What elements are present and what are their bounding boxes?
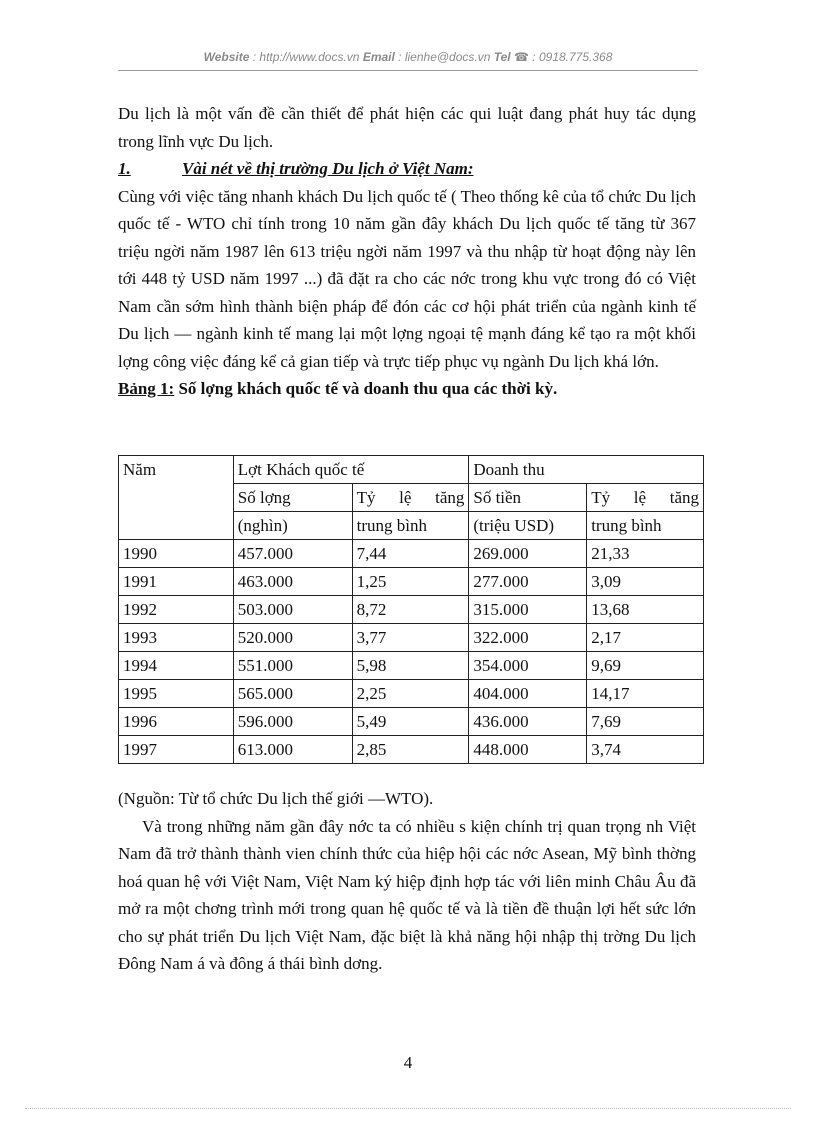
subheader-revenue-amount: Số tiền — [469, 484, 587, 512]
table-row — [119, 652, 704, 680]
closing-paragraph: Và trong những năm gần đây nớc ta có nhiều s kiện chính trị quan trọng nh Việt Nam đã trở thành thành vien chính thức của hiệp hội các nớc Asean, Mỹ bình thờng hoá quan hệ với Việt Nam, Việt Nam ký hiệp định hợp tác với liên minh Châu Âu đã mở ra một chơng trình mới trong quan hệ quốc tế và là tiền đề thuận lợi hết sức lớn cho sự phát triển Du lịch Việt Nam, đặc biệt là khả năng hội nhập thị trờng Du lịch Đông Nam á và đông á thái bình dơng. — [118, 816, 696, 973]
subheader-revenue-unit: (triệu USD) — [469, 512, 587, 540]
cell-visitors: 520.000 — [233, 624, 352, 652]
cell-visitor-growth: 5,98 — [352, 652, 469, 680]
table-row — [119, 568, 704, 596]
table-row — [119, 540, 704, 568]
page-header — [118, 50, 698, 64]
table-caption-label: Bảng 1: — [118, 379, 175, 398]
source-note: (Nguồn: Từ tổ chức Du lịch thế giới —WTO). — [118, 789, 434, 808]
cell-year: 1995 — [119, 680, 234, 708]
cell-visitors: 551.000 — [233, 652, 352, 680]
section-title: Vài nét về thị trường Du lịch ở Việt Nam: — [182, 159, 474, 178]
footer-divider — [25, 1108, 791, 1109]
cell-revenue: 404.000 — [469, 680, 587, 708]
table-caption-text: Số lợng khách quốc tế và doanh thu qua các thời kỳ. — [174, 379, 558, 398]
cell-year: 1992 — [119, 596, 234, 624]
subheader-visitor-count: Số lợng — [233, 484, 352, 512]
header-year: Năm — [119, 456, 234, 540]
subheader-visitor-growth-2: trung bình — [352, 512, 469, 540]
cell-revenue-growth: 3,74 — [587, 736, 704, 764]
cell-year: 1990 — [119, 540, 234, 568]
email-value[interactable]: : lienhe@docs.vn — [398, 50, 491, 64]
cell-visitor-growth: 7,44 — [352, 540, 469, 568]
section-number: 1. — [118, 159, 131, 178]
cell-visitor-growth: 2,85 — [352, 736, 469, 764]
header-revenue-group: Doanh thu — [469, 456, 704, 484]
table-row — [119, 624, 704, 652]
website-label: Website — [203, 50, 250, 64]
cell-revenue-growth: 3,09 — [587, 568, 704, 596]
subheader-revenue-growth: Tỷ lệ tăng — [587, 484, 704, 512]
cell-visitors: 457.000 — [233, 540, 352, 568]
subheader-revenue-growth-2: trung bình — [587, 512, 704, 540]
cell-visitors: 596.000 — [233, 708, 352, 736]
subheader-visitor-unit: (nghìn) — [233, 512, 352, 540]
cell-year: 1996 — [119, 708, 234, 736]
cell-revenue-growth: 7,69 — [587, 708, 704, 736]
cell-visitors: 463.000 — [233, 568, 352, 596]
cell-visitors: 565.000 — [233, 680, 352, 708]
cell-year: 1997 — [119, 736, 234, 764]
cell-revenue-growth: 9,69 — [587, 652, 704, 680]
page-number: 4 — [403, 1053, 413, 1072]
table-header-row — [119, 456, 704, 484]
table-row — [119, 708, 704, 736]
cell-revenue: 448.000 — [469, 736, 587, 764]
cell-visitor-growth: 5,49 — [352, 708, 469, 736]
cell-revenue: 269.000 — [469, 540, 587, 568]
cell-revenue: 277.000 — [469, 568, 587, 596]
cell-revenue: 315.000 — [469, 596, 587, 624]
cell-revenue: 322.000 — [469, 624, 587, 652]
table-caption — [118, 375, 696, 403]
statistics-table — [118, 455, 704, 764]
after-table-content — [118, 785, 696, 978]
cell-revenue-growth: 2,17 — [587, 624, 704, 652]
website-value[interactable]: : http://www.docs.vn — [252, 50, 360, 64]
email-label: Email — [362, 50, 395, 64]
tel-value: : 0918.775.368 — [532, 50, 613, 64]
cell-visitor-growth: 3,77 — [352, 624, 469, 652]
cell-revenue: 354.000 — [469, 652, 587, 680]
cell-revenue: 436.000 — [469, 708, 587, 736]
cell-visitors: 613.000 — [233, 736, 352, 764]
body-paragraph: Cùng với việc tăng nhanh khách Du lịch quốc tế ( Theo thống kê của tổ chức Du lịch quốc tế - WTO chỉ tính trong 10 năm gần đây khách Du lịch quốc tế tăng từ 367 triệu ngời năm 1987 lên 613 triệu ngời năm 1997 và thu nhập từ hoạt động này lên tới 448 tỷ USD năm 1997 ...) đã đặt ra cho các nớc trong khu vực trong đó có Việt Nam cần sớm hình thành biện pháp để đón các cơ hội phát triển của ngành kinh tế Du lịch — ngành kinh tế mang lại một lợng ngoại tệ mạnh đáng kể tạo ra một khối lợng công việc đáng kể cả gian tiếp và trực tiếp phục vụ ngành Du lịch khá lớn. — [118, 186, 696, 371]
header-visitors-group: Lợt Khách quốc tế — [233, 456, 469, 484]
cell-year: 1993 — [119, 624, 234, 652]
cell-visitor-growth: 8,72 — [352, 596, 469, 624]
cell-year: 1991 — [119, 568, 234, 596]
cell-revenue-growth: 14,17 — [587, 680, 704, 708]
table-row — [119, 596, 704, 624]
section-heading — [118, 155, 696, 183]
cell-visitors: 503.000 — [233, 596, 352, 624]
table-row — [119, 680, 704, 708]
table-row — [119, 736, 704, 764]
cell-year: 1994 — [119, 652, 234, 680]
subheader-visitor-growth: Tỷ lệ tăng — [352, 484, 469, 512]
cell-visitor-growth: 1,25 — [352, 568, 469, 596]
cell-revenue-growth: 13,68 — [587, 596, 704, 624]
tel-label: Tel — [493, 50, 511, 64]
main-content — [118, 100, 696, 403]
intro-paragraph: Du lịch là một vấn đề cần thiết để phát hiện các qui luật đang phát huy tác dụng trong lĩnh vực Du lịch. — [118, 104, 696, 151]
phone-icon: ☎ — [514, 50, 529, 64]
header-divider — [118, 70, 698, 71]
cell-visitor-growth: 2,25 — [352, 680, 469, 708]
cell-revenue-growth: 21,33 — [587, 540, 704, 568]
